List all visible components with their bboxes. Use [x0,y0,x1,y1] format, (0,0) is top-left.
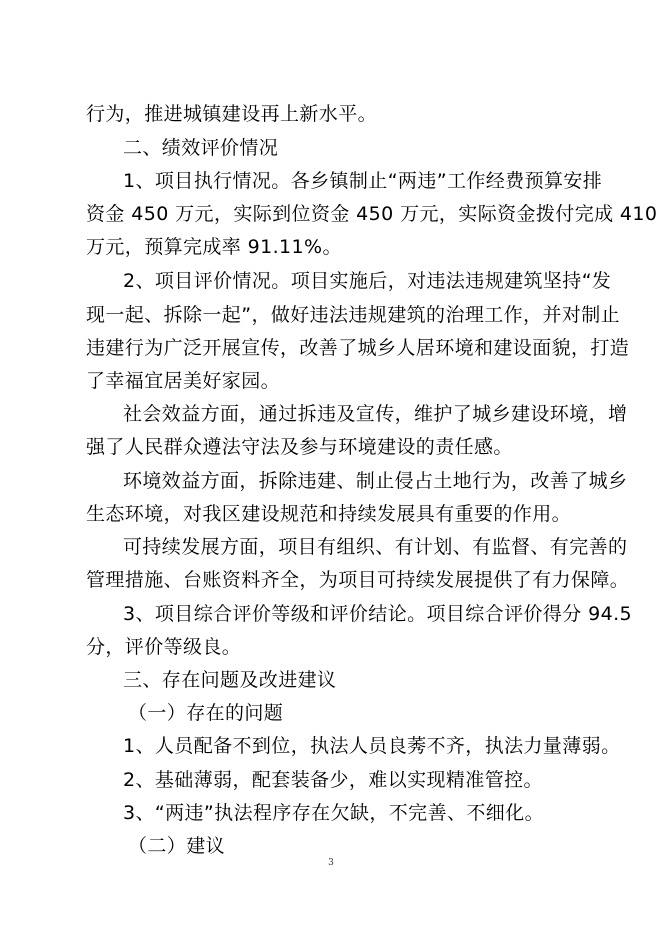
text-line-7: 现一起、拆除一起”，做好违法违规建筑的治理工作，并对制止 [86,304,621,326]
text-line-1: 行为，推进城镇建设再上新水平。 [86,103,378,125]
text-line-6: 2、项目评价情况。项目实施后，对违法违规建筑坚持“发 [123,270,612,292]
list-item-1: 1、人员配备不到位，执法人员良莠不齐，执法力量薄弱。 [123,735,621,757]
text-line-5: 万元，预算完成率 91.11%。 [86,236,342,258]
text-line-12: 环境效益方面，拆除违建、制止侵占土地行为，改善了城乡 [123,470,628,492]
text-line-15: 管理措施、台账资料齐全，为项目可持续发展提供了有力保障。 [86,569,630,591]
text-line-10: 社会效益方面，通过拆违及宣传，维护了城乡建设环境，增 [123,403,628,425]
text-line-3: 1、项目执行情况。各乡镇制止“两违”工作经费预算安排 [123,170,603,192]
section-heading-issues: 三、存在问题及改进建议 [123,669,337,691]
text-line-11: 强了人民群众遵法守法及参与环境建设的责任感。 [86,436,513,458]
text-line-13: 生态环境，对我区建设规范和持续发展具有重要的作用。 [86,503,572,525]
text-line-14: 可持续发展方面，项目有组织、有计划、有监督、有完善的 [123,536,628,558]
list-item-3: 3、“两违”执法程序存在欠缺，不完善、不细化。 [123,802,544,824]
text-line-16: 3、项目综合评价等级和评价结论。项目综合评价得分 94.5 [123,603,633,625]
text-line-9: 了幸福宜居美好家园。 [86,370,281,392]
text-line-8: 违建行为广泛开展宣传，改善了城乡人居环境和建设面貌，打造 [86,337,630,359]
subheading-problems: （一）存在的问题 [128,702,284,724]
page-number: 3 [328,858,334,868]
text-line-4: 资金 450 万元，实际到位资金 450 万元，实际资金拨付完成 410 [86,203,658,225]
text-line-17: 分，评价等级良。 [86,636,242,658]
list-item-2: 2、基础薄弱，配套装备少，难以实现精准管控。 [123,769,543,791]
section-heading-performance: 二、绩效评价情况 [123,137,279,159]
subheading-suggestions: （二）建议 [128,835,226,857]
